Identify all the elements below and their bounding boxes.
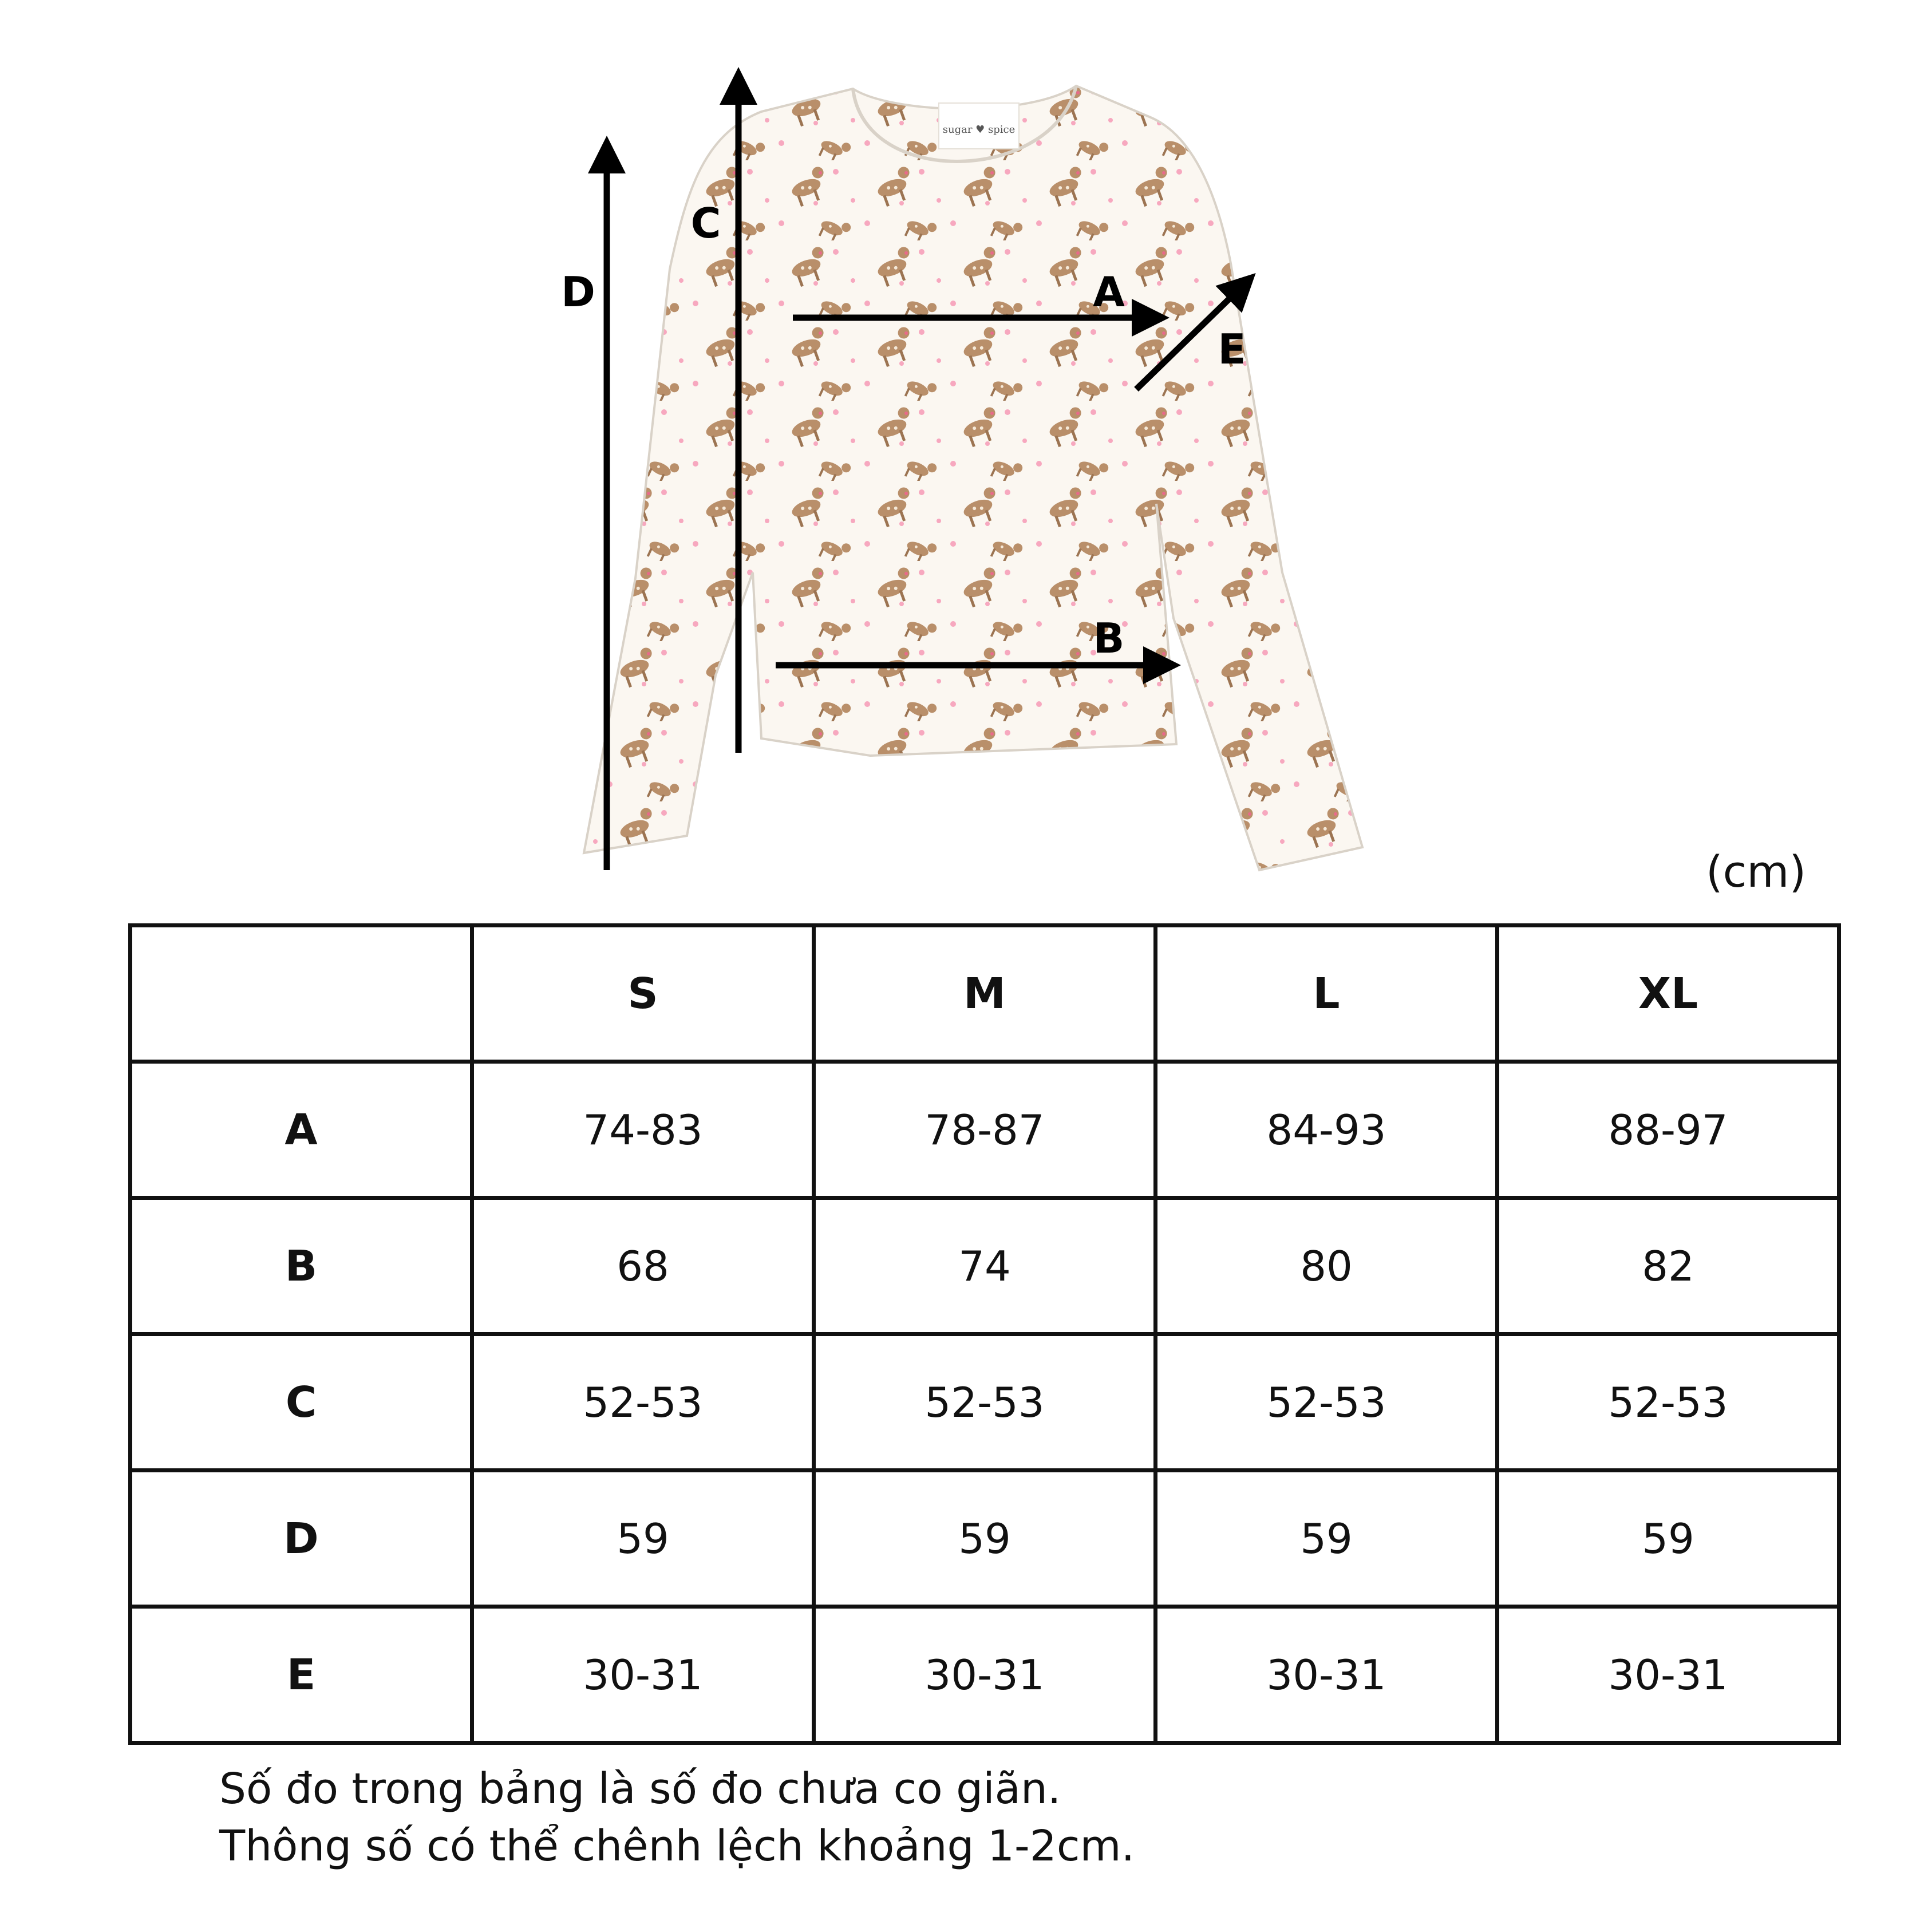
table-row bbox=[131, 1198, 1839, 1334]
note-line-tolerance: Thông số có thể chênh lệch khoảng 1-2cm. bbox=[219, 1822, 1135, 1871]
label-e: E bbox=[1218, 325, 1246, 373]
table-row bbox=[131, 1334, 1839, 1471]
label-c: C bbox=[690, 199, 721, 247]
table-cell: 30-31 bbox=[472, 1607, 814, 1743]
label-d: D bbox=[561, 268, 595, 316]
label-b: B bbox=[1093, 614, 1125, 662]
table-row bbox=[131, 1471, 1839, 1607]
header-cell-m: M bbox=[814, 926, 1156, 1062]
measurement-notes bbox=[219, 1760, 1135, 1875]
table-cell: 59 bbox=[1156, 1471, 1498, 1607]
header-cell-l: L bbox=[1156, 926, 1498, 1062]
row-label: B bbox=[131, 1198, 472, 1334]
table-cell: 30-31 bbox=[1498, 1607, 1839, 1743]
table-cell: 74-83 bbox=[472, 1062, 814, 1198]
size-chart-table bbox=[128, 923, 1841, 1745]
table-cell: 68 bbox=[472, 1198, 814, 1334]
header-cell-xl: XL bbox=[1498, 926, 1839, 1062]
row-label: E bbox=[131, 1607, 472, 1743]
table-cell: 52-53 bbox=[814, 1334, 1156, 1471]
table-row bbox=[131, 1607, 1839, 1743]
label-a: A bbox=[1093, 268, 1125, 316]
table-row bbox=[131, 1062, 1839, 1198]
row-label: D bbox=[131, 1471, 472, 1607]
table-cell: 84-93 bbox=[1156, 1062, 1498, 1198]
garment-measurement-diagram bbox=[0, 0, 1932, 916]
table-cell: 59 bbox=[472, 1471, 814, 1607]
table-cell: 52-53 bbox=[1498, 1334, 1839, 1471]
table-cell: 80 bbox=[1156, 1198, 1498, 1334]
unit-label: (cm) bbox=[1706, 846, 1807, 897]
table-cell: 52-53 bbox=[1156, 1334, 1498, 1471]
table-cell: 59 bbox=[1498, 1471, 1839, 1607]
table-cell: 30-31 bbox=[1156, 1607, 1498, 1743]
table-cell: 88-97 bbox=[1498, 1062, 1839, 1198]
row-label: C bbox=[131, 1334, 472, 1471]
table-header-row bbox=[131, 926, 1839, 1062]
header-cell-s: S bbox=[472, 926, 814, 1062]
table-cell: 78-87 bbox=[814, 1062, 1156, 1198]
table-cell: 82 bbox=[1498, 1198, 1839, 1334]
table-cell: 59 bbox=[814, 1471, 1156, 1607]
table-cell: 74 bbox=[814, 1198, 1156, 1334]
table-cell: 52-53 bbox=[472, 1334, 814, 1471]
note-line-unstretched: Số đo trong bảng là số đo chưa co giãn. bbox=[219, 1764, 1061, 1814]
header-cell-empty bbox=[131, 926, 472, 1062]
row-label: A bbox=[131, 1062, 472, 1198]
brand-label: sugar ♥ spice bbox=[942, 124, 1016, 136]
table-cell: 30-31 bbox=[814, 1607, 1156, 1743]
